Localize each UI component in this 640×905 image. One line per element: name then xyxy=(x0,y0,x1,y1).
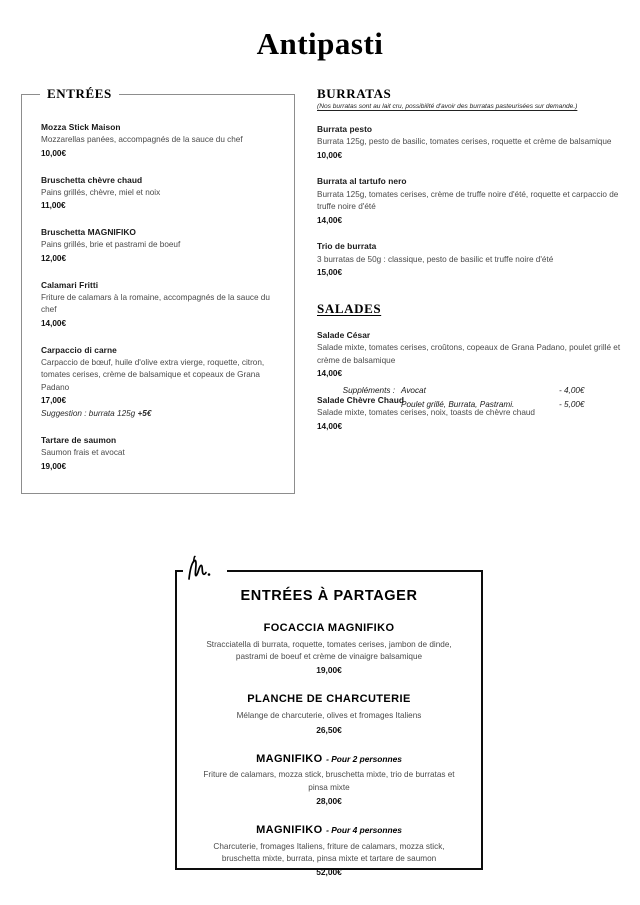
burratas-item-list xyxy=(317,123,627,279)
item-price: 14,00€ xyxy=(317,421,343,431)
item-description: Saumon frais et avocat xyxy=(41,448,125,458)
burratas-section xyxy=(317,86,627,279)
item-price: 14,00€ xyxy=(317,215,343,225)
item-name-text: MAGNIFIKO xyxy=(256,752,323,765)
item-price: 10,00€ xyxy=(41,148,67,158)
item-description: Pains grillés, chèvre, miel et noix xyxy=(41,187,161,197)
item-name: Bruschetta MAGNIFIKO xyxy=(41,227,136,238)
supplement-price: - 4,00€ xyxy=(559,386,585,395)
item-suggestion xyxy=(41,408,276,420)
item-description: 3 burratas de 50g : classique, pesto de basilic et truffe noire d'été xyxy=(317,254,554,264)
item-name xyxy=(189,692,469,707)
item-description: Burrata 125g, pesto de basilic, tomates cerises, roquette et crème de balsamique xyxy=(317,137,612,147)
item-name: Salade Chèvre Chaud xyxy=(317,395,405,406)
item-name: Calamari Fritti xyxy=(41,279,99,290)
item-description: Stracciatella di burrata, roquette, tomates cerises, jambon de dinde, pastrami de boeuf et crème de vinaigre balsamique xyxy=(206,639,452,662)
burratas-note: (Nos burratas sont au lait cru, possibilité d'avoir des burratas pasteurisées sur demande.) xyxy=(317,103,578,110)
supplement-item: Avocat xyxy=(401,386,426,395)
menu-item xyxy=(317,329,627,380)
page-title: Antipasti xyxy=(256,26,384,61)
item-price: 19,00€ xyxy=(41,461,67,471)
item-suggestion-price: +5€ xyxy=(137,409,152,419)
item-name xyxy=(189,823,469,838)
item-description: Salade mixte, tomates cerises, croûtons, copeaux de Grana Padano, poulet grillé et crème de balsamique xyxy=(317,343,621,365)
item-price: 14,00€ xyxy=(41,318,67,328)
share-menu-item xyxy=(189,692,469,734)
item-name: Mozza Stick Maison xyxy=(41,122,121,132)
entrees-section xyxy=(21,86,295,494)
item-price: 26,50€ xyxy=(316,724,342,735)
supplement-row xyxy=(317,398,617,412)
menu-item xyxy=(41,434,276,473)
partager-content xyxy=(177,572,481,887)
item-description: Pains grillés, brie et pastrami de boeuf xyxy=(41,240,181,250)
item-name: Carpaccio di carne xyxy=(41,344,117,355)
supplement-price: - 5,00€ xyxy=(559,399,585,409)
menu-item xyxy=(317,175,627,226)
item-price: 10,00€ xyxy=(317,150,343,160)
item-description: Burrata 125g, tomates cerises, crème de truffe noire d'été, roquette et carpaccio de truffe noire d'été xyxy=(317,189,619,212)
item-name-text: FOCACCIA MAGNIFIKO xyxy=(263,622,395,634)
item-description: Friture de calamars à la romaine, accompagnés de la sauce du chef xyxy=(41,292,270,315)
item-name xyxy=(189,621,469,636)
item-price: 12,00€ xyxy=(41,253,67,263)
item-name-text: PLANCHE DE CHARCUTERIE xyxy=(247,693,411,706)
menu-item xyxy=(317,240,627,279)
item-description: Carpaccio de bœuf, huile d'olive extra vierge, roquette, citron, tomates cerises, crème de balsamique et copeaux de Grana Padano xyxy=(41,357,265,392)
menu-item xyxy=(41,174,276,213)
item-description: Charcuterie, fromages Italiens, friture de calamars, mozza stick, bruschetta mixte, burrata, pinsa mixte et tartare de saumon xyxy=(213,841,445,864)
right-column xyxy=(317,86,627,433)
item-description: Mélange de charcuterie, olives et fromages Italiens xyxy=(236,711,422,721)
item-name: Trio de burrata xyxy=(317,241,377,252)
entrees-a-partager-section xyxy=(175,570,483,878)
item-price: 52,00€ xyxy=(316,867,342,878)
burratas-heading: BURRATAS xyxy=(317,86,392,101)
menu-item xyxy=(41,344,276,420)
item-name: Burrata al tartufo nero xyxy=(317,176,407,187)
menu-item xyxy=(317,123,627,162)
partager-title: ENTRÉES À PARTAGER xyxy=(240,588,418,604)
supplements-label: Suppléments : xyxy=(342,386,395,395)
item-price: 15,00€ xyxy=(317,268,343,278)
salades-heading: SALADES xyxy=(317,301,382,317)
supplement-row xyxy=(317,384,617,398)
share-menu-item xyxy=(189,823,469,877)
menu-item xyxy=(41,226,276,265)
item-suggestion-text: Suggestion : burrata 125g xyxy=(41,409,138,419)
item-name-text: MAGNIFIKO xyxy=(256,824,323,837)
supplement-item: Poulet grillé, Burrata, Pastrami. xyxy=(401,399,515,409)
item-description: Mozzarellas panées, accompagnés de la sauce du chef xyxy=(41,135,243,145)
salades-item-list xyxy=(317,329,627,433)
share-menu-item xyxy=(189,752,469,806)
entrees-legend-wrap xyxy=(40,86,119,102)
entrees-item-list xyxy=(22,95,294,483)
item-serves: - Pour 2 personnes xyxy=(326,753,402,764)
item-name: Tartare de saumon xyxy=(41,435,117,446)
item-price: 11,00€ xyxy=(41,201,66,211)
item-name: Burrata pesto xyxy=(317,123,373,134)
item-description: Friture de calamars, mozza stick, bruschetta mixte, trio de burratas et pinsa mixte xyxy=(203,770,455,792)
item-price: 19,00€ xyxy=(316,665,342,676)
item-serves: - Pour 4 personnes xyxy=(326,825,402,836)
item-name: Salade César xyxy=(317,330,371,341)
item-name xyxy=(189,752,469,767)
menu-item xyxy=(41,279,276,330)
entrees-heading: ENTRÉES xyxy=(47,86,112,101)
item-price: 14,00€ xyxy=(317,369,343,379)
supplements-block xyxy=(317,384,617,412)
share-menu-item xyxy=(189,621,469,675)
item-price: 17,00€ xyxy=(41,396,67,406)
item-name: Bruschetta chèvre chaud xyxy=(41,174,143,185)
menu-item xyxy=(41,121,276,160)
item-description: Salade mixte, tomates cerises, noix, toasts de chèvre chaud xyxy=(317,408,535,418)
item-price: 28,00€ xyxy=(316,796,342,807)
salades-section xyxy=(317,301,627,433)
